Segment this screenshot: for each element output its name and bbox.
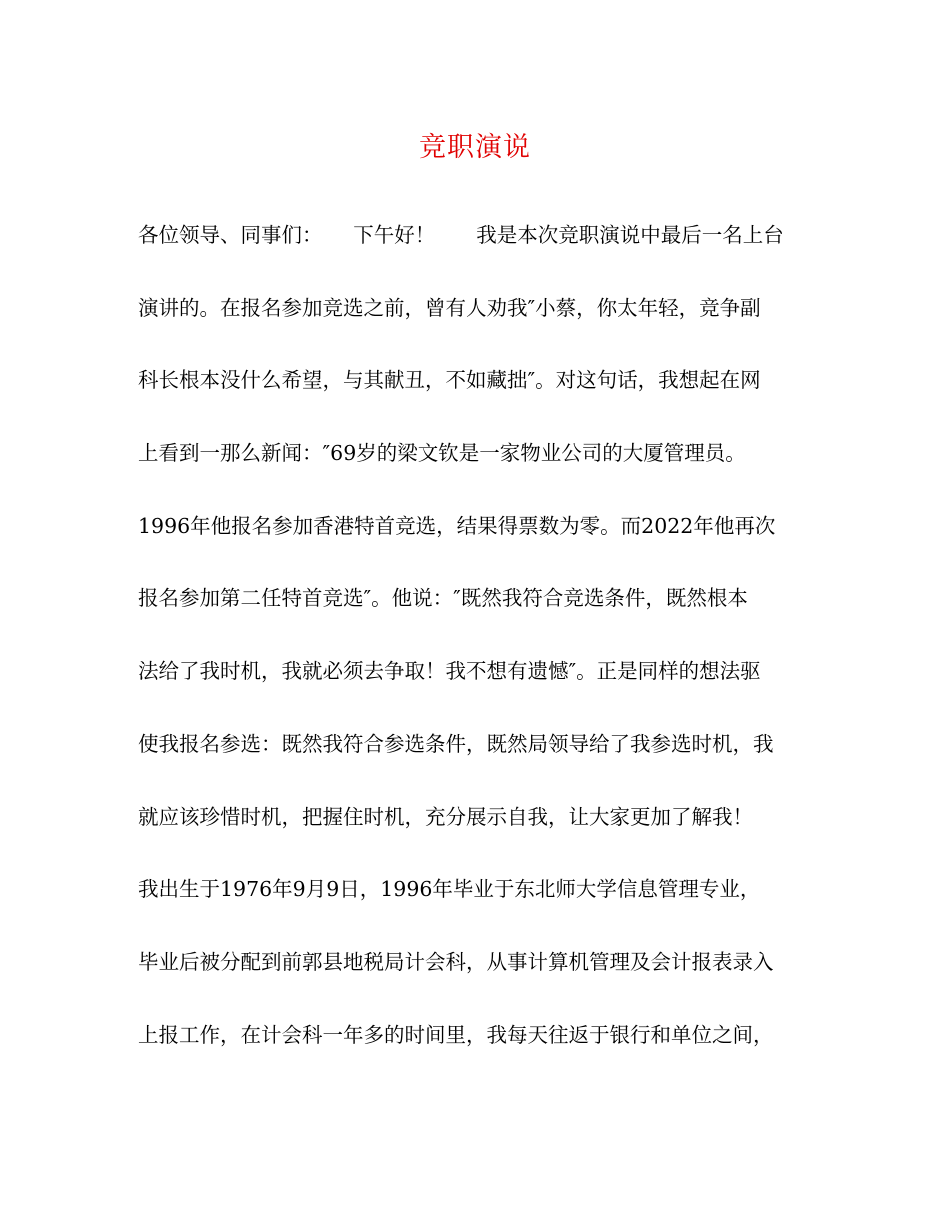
document-title: 竞职演说 [419,132,531,163]
body-line-8: 使我报名参选：既然我符合参选条件，既然局领导给了我参选时机，我 [138,731,774,756]
body-line-7: 法给了我时机，我就必须去争取！我不想有遗憾″。正是同样的想法驱 [138,659,761,684]
body-line-3: 科长根本没什么希望，与其献丑，不如藏拙″。对这句话，我想起在网 [138,368,761,393]
body-line-4: 上看到一那么新闻：″69岁的梁文钦是一家物业公司的大厦管理员。 [138,441,746,466]
body-line-5: 1996年他报名参加香港特首竞选，结果得票数为零。而2022年他再次 [138,513,776,538]
body-line-1: 各位领导、同事们： 下午好！ 我是本次竞职演说中最后一名上台 [138,223,784,247]
document-body [138,215,828,1087]
body-line-10: 我出生于1976年9月9日，1996年毕业于东北师大学信息管理专业， [138,877,761,902]
body-line-11: 毕业后被分配到前郭县地税局计会科，从事计算机管理及会计报表录入 [138,949,774,974]
body-line-12: 上报工作，在计会科一年多的时间里，我每天往返于银行和单位之间， [138,1022,774,1047]
body-line-2: 演讲的。在报名参加竞选之前，曾有人劝我″小蔡，你太年轻，竞争副 [138,295,761,320]
body-line-6: 报名参加第二任特首竞选″。他说：″既然我符合竞选条件，既然根本 [138,586,748,611]
body-line-9: 就应该珍惜时机，把握住时机，充分展示自我，让大家更加了解我！ [138,804,753,829]
